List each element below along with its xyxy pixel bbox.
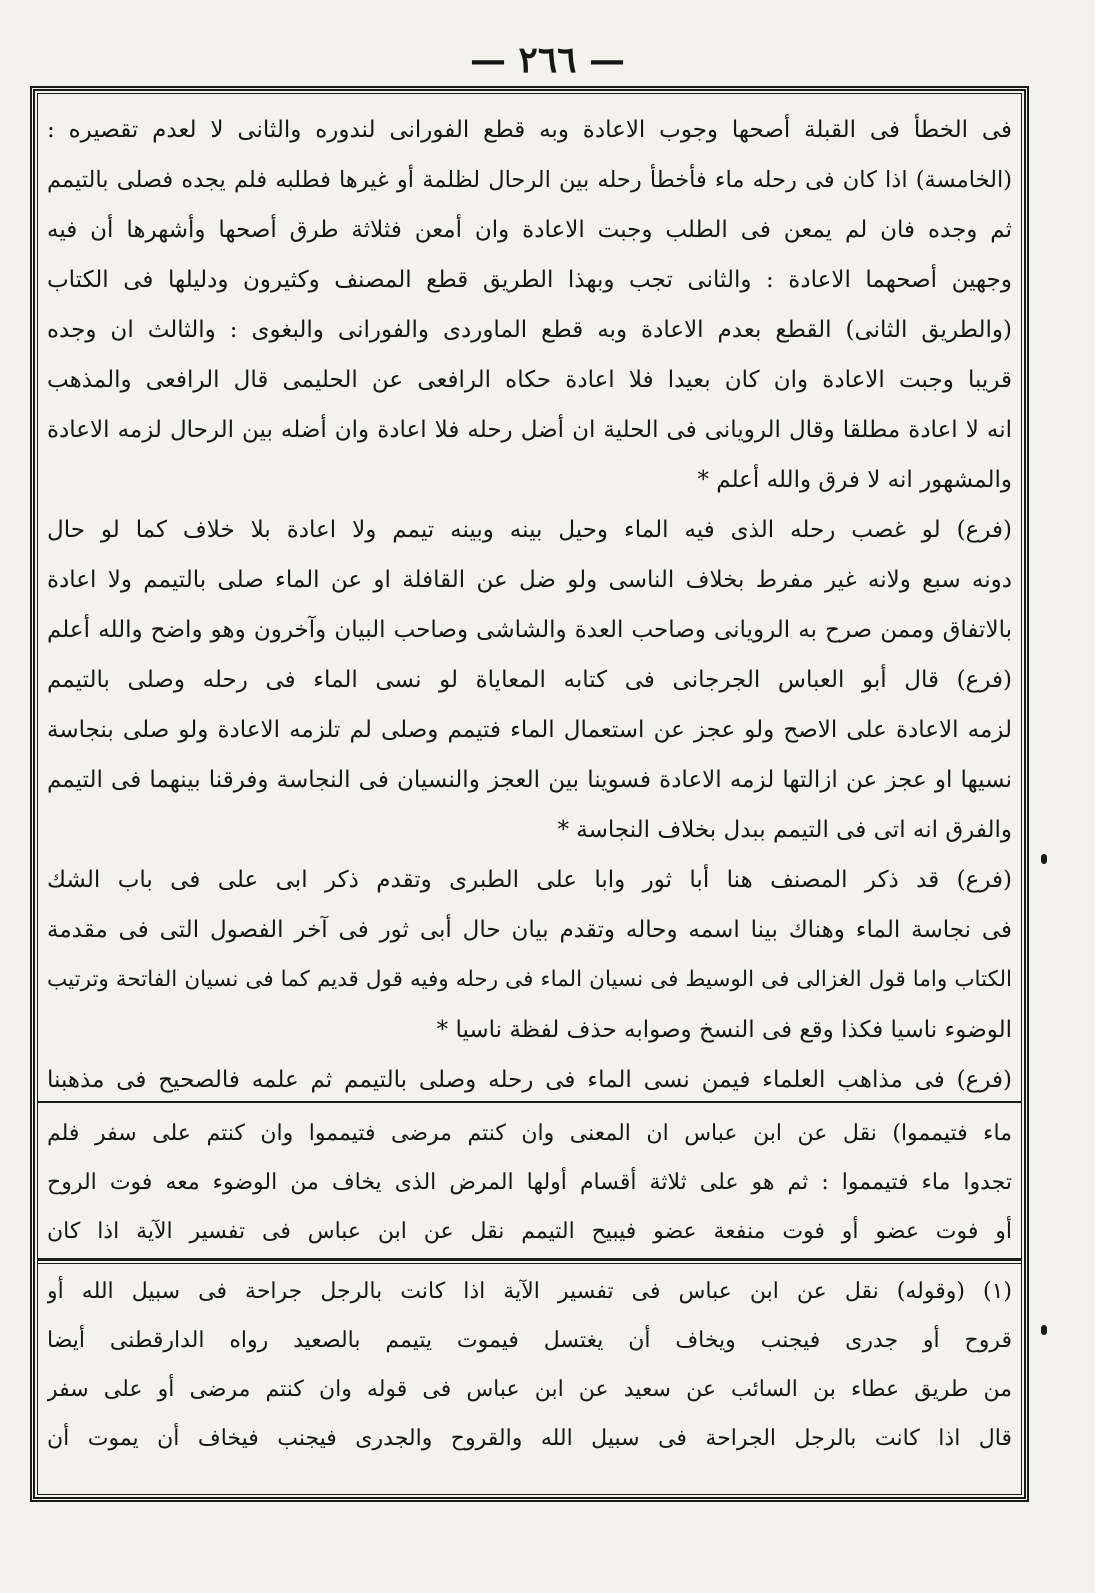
- text-line: قريبا وجبت الاعادة وان كان بعيدا فلا اعادة حكاه الرافعى عن الحليمى قال الرافعى والمذهب: [47, 367, 1012, 393]
- text-line: الكتاب واما قول الغزالى فى الوسيط فى نسيان الماء فى رحله وفيه قول قديم كما فى نسيان الفاتحة وترتيب: [47, 967, 1012, 992]
- text-line: (والطريق الثانى) القطع بعدم الاعادة وبه قطع الماوردى والفورانى والبغوى : والثالث ان وجده: [47, 317, 1012, 343]
- section-divider: [37, 1101, 1022, 1103]
- commentary-line: تجدوا ماء فتيمموا : ثم هو على ثلاثة أقسام أولها المرض الذى يخاف من الوضوء معه فوت الروح: [47, 1170, 1012, 1195]
- footnote-block: [47, 1267, 1012, 1463]
- footnote-line: قروح أو جدرى فيجنب ويخاف أن يغتسل فيموت يتيمم بالصعيد رواه الدارقطنى أيضا: [47, 1328, 1012, 1353]
- text-line: (فرع) قال أبو العباس الجرجانى فى كتابه المعاياة لو نسى الماء فى رحله وصلى بالتيمم: [47, 667, 1012, 693]
- page-number: — ٢٦٦ —: [469, 39, 626, 81]
- footnote-line: من طريق عطاء بن السائب عن سعيد عن ابن عباس فى قوله وان كنتم مرضى أو على سفر: [47, 1377, 1012, 1402]
- text-line: نسيها او عجز عن ازالتها لزمه الاعادة فسوينا بين العجز والنسيان فى النجاسة وفرقنا بينهما فى التيمم: [47, 767, 1012, 793]
- text-line: لزمه الاعادة على الاصح ولو عجز عن استعمال الماء فتيمم وصلى لم تلزمه الاعادة ولو صلى بنجاسة: [47, 717, 1012, 743]
- text-line: والمشهور انه لا فرق والله أعلم *: [697, 467, 1012, 493]
- text-line: بالاتفاق وممن صرح به الرويانى وصاحب العدة والشاشى وصاحب البيان وآخرون وهو واضح والله أعلم: [47, 617, 1012, 643]
- text-line: وجهين أصحهما الاعادة : والثانى تجب وبهذا الطريق قطع المصنف وكثيرون ودليلها فى الكتاب: [47, 267, 1012, 293]
- commentary-line: ماء فتيمموا) نقل عن ابن عباس ان المعنى وان كنتم مرضى فتيمموا وان كنتم على سفر فلم: [47, 1121, 1012, 1146]
- commentary-line: أو فوت عضو أو فوت منفعة عضو فيبيح التيمم نقل عن ابن عباس فى تفسير الآية اذا كان: [47, 1219, 1012, 1244]
- text-line: (فرع) لو غصب رحله الذى فيه الماء وحيل بينه وبينه تيمم ولا اعادة بلا خلاف كما لو حال: [47, 517, 1012, 543]
- footnote-line: قال اذا كانت بالرجل الجراحة فى سبيل الله والقروح والجدرى فيجنب فيخاف أن يموت أن: [47, 1426, 1012, 1451]
- text-line: (فرع) قد ذكر المصنف هنا أبا ثور وابا على الطبرى وتقدم ذكر ابى على فى باب الشك: [47, 867, 1012, 893]
- page-frame: [30, 86, 1029, 1502]
- main-text-block: [47, 105, 1012, 1105]
- text-line: (فرع) فى مذاهب العلماء فيمن نسى الماء فى رحله وصلى بالتيمم ثم علمه فالصحيح فى مذهبنا: [47, 1067, 1012, 1093]
- commentary-block: [47, 1109, 1012, 1256]
- text-line: دونه سبع ولانه غير مفرط بخلاف الناسى ولو ضل عن القافلة او عن الماء صلى بالتيمم ولا اعادة: [47, 567, 1012, 593]
- text-line: فى الخطأ فى القبلة أصحها وجوب الاعادة وبه قطع الفورانى لندوره والثانى لا لعدم تقصيره :: [47, 117, 1012, 143]
- footnote-divider: [37, 1258, 1022, 1261]
- footnote-line: (١) (وقوله) نقل عن ابن عباس فى تفسير الآية اذا كانت بالرجل جراحة فى سبيل الله أو: [47, 1279, 1012, 1304]
- text-line: انه لا اعادة مطلقا وقال الرويانى فى الحلية ان أضل رحله فلا اعادة وان أضله بين الرحال لزمه الاعادة: [47, 417, 1012, 443]
- text-line: ثم وجده فان لم يمعن فى الطلب وجبت الاعادة وان أمعن فثلاثة طرق أصحها وأشهرها أن فيه: [47, 217, 1012, 243]
- text-line: والفرق انه اتى فى التيمم ببدل بخلاف النجاسة *: [557, 817, 1012, 843]
- text-line: (الخامسة) اذا كان فى رحله ماء فأخطأ رحله بين الرحال لظلمة أو غيرها فطلبه فلم يجده فصلى بالتيمم: [47, 167, 1012, 193]
- text-line: الوضوء ناسيا فكذا وقع فى النسخ وصوابه حذف لفظة ناسيا *: [436, 1017, 1012, 1043]
- margin-mark: [1041, 1325, 1047, 1335]
- text-line: فى نجاسة الماء وهناك بينا اسمه وحاله وتقدم بيان حال أبى ثور فى آخر الفصول التى فى مقدمة: [47, 917, 1012, 943]
- margin-mark: [1041, 854, 1047, 864]
